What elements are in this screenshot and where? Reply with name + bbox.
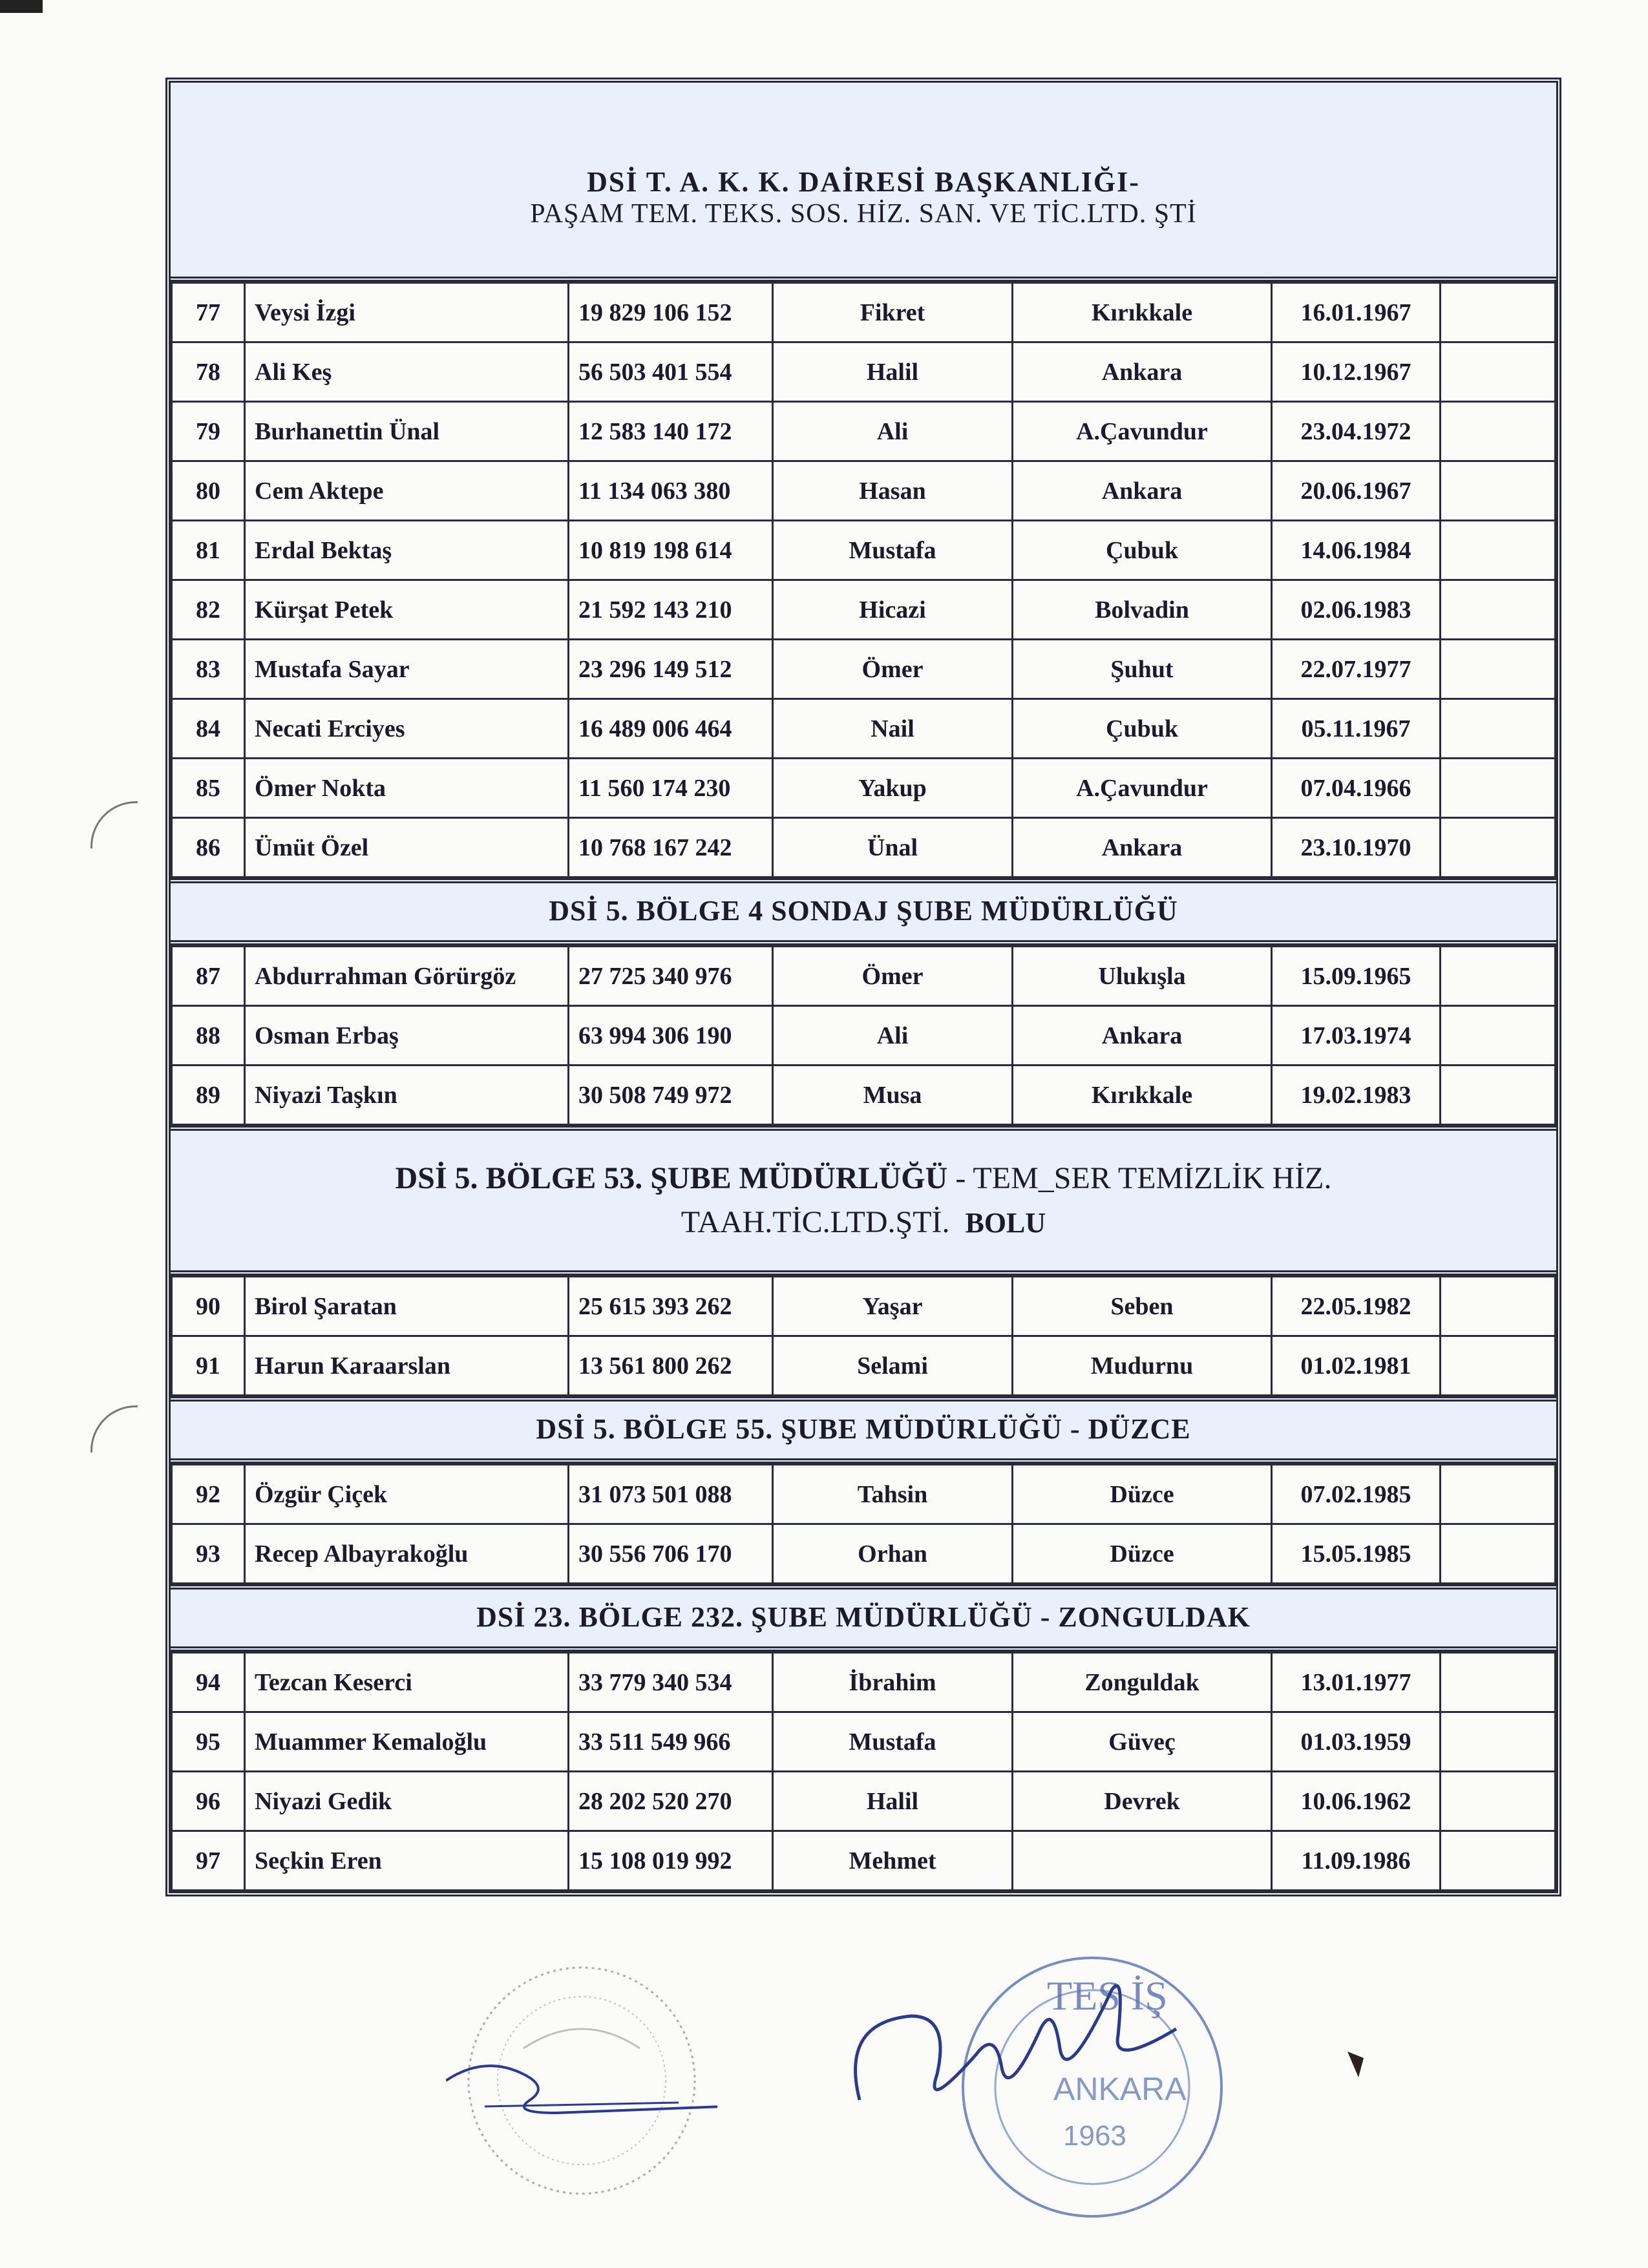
table-row [172, 283, 1556, 342]
empty-cell [1441, 461, 1556, 521]
name-cell: Ümüt Özel [245, 818, 569, 877]
empty-cell [1441, 521, 1556, 580]
father-name-cell: Ömer [773, 947, 1013, 1006]
birth-date-cell: 10.06.1962 [1272, 1772, 1441, 1831]
birth-date-cell: 13.01.1977 [1272, 1653, 1441, 1712]
birthplace-cell: Güveç [1013, 1712, 1272, 1772]
father-name-cell: Fikret [773, 283, 1013, 342]
birthplace-cell: Ankara [1013, 818, 1272, 877]
birth-date-cell: 22.05.1982 [1272, 1277, 1441, 1336]
birthplace-cell: Bolvadin [1013, 580, 1272, 640]
section4-table [171, 1464, 1556, 1584]
table-row [172, 1277, 1556, 1336]
name-cell: Veysi İzgi [245, 283, 569, 342]
birthplace-cell: Ankara [1013, 342, 1272, 402]
union-stamp-right [834, 1938, 1247, 2262]
row-number-cell: 89 [172, 1066, 245, 1125]
birth-date-cell: 23.04.1972 [1272, 402, 1441, 461]
birth-date-cell: 02.06.1983 [1272, 580, 1441, 640]
id-number-cell: 63 994 306 190 [569, 1006, 773, 1066]
table-row [172, 1831, 1556, 1891]
father-name-cell: Yakup [773, 759, 1013, 818]
empty-cell [1441, 1831, 1556, 1891]
id-number-cell: 33 779 340 534 [569, 1653, 773, 1712]
birthplace-cell: Kırıkkale [1013, 283, 1272, 342]
empty-cell [1441, 1712, 1556, 1772]
empty-cell [1441, 759, 1556, 818]
father-name-cell: Halil [773, 342, 1013, 402]
section-header-bolu [171, 1126, 1556, 1276]
empty-cell [1441, 1772, 1556, 1831]
id-number-cell: 23 296 149 512 [569, 640, 773, 699]
birthplace-cell: A.Çavundur [1013, 402, 1272, 461]
father-name-cell: Orhan [773, 1524, 1013, 1584]
stamp-city-text: ANKARA [1053, 2071, 1187, 2107]
name-cell: Cem Aktepe [245, 461, 569, 521]
row-number-cell: 77 [172, 283, 245, 342]
birth-date-cell: 16.01.1967 [1272, 283, 1441, 342]
table-row [172, 759, 1556, 818]
birthplace-cell: Çubuk [1013, 699, 1272, 759]
official-seal-left [446, 1951, 717, 2223]
table-row [172, 1772, 1556, 1831]
punch-hole-mark [90, 1405, 138, 1453]
table-row [172, 947, 1556, 1006]
empty-cell [1441, 818, 1556, 877]
father-name-cell: Tahsin [773, 1465, 1013, 1524]
table-row [172, 461, 1556, 521]
name-cell: Kürşat Petek [245, 580, 569, 640]
birthplace-cell: Seben [1013, 1277, 1272, 1336]
birthplace-cell: A.Çavundur [1013, 759, 1272, 818]
birthplace-cell [1013, 1831, 1272, 1891]
birth-date-cell: 07.02.1985 [1272, 1465, 1441, 1524]
table-row [172, 1465, 1556, 1524]
id-number-cell: 11 134 063 380 [569, 461, 773, 521]
name-cell: Birol Şaratan [245, 1277, 569, 1336]
name-cell: Necati Erciyes [245, 699, 569, 759]
id-number-cell: 13 561 800 262 [569, 1336, 773, 1396]
table-row [172, 1066, 1556, 1125]
father-name-cell: İbrahim [773, 1653, 1013, 1712]
father-name-cell: Ünal [773, 818, 1013, 877]
birth-date-cell: 01.02.1981 [1272, 1336, 1441, 1396]
name-cell: Tezcan Keserci [245, 1653, 569, 1712]
table-row [172, 521, 1556, 580]
table-row [172, 1524, 1556, 1584]
stamp-top-text: TES İŞ [1047, 1973, 1168, 2019]
stamp-year-text: 1963 [1063, 2120, 1126, 2152]
birth-date-cell: 01.03.1959 [1272, 1712, 1441, 1772]
id-number-cell: 28 202 520 270 [569, 1772, 773, 1831]
section-header-duzce: DSİ 5. BÖLGE 55. ŞUBE MÜDÜRLÜĞÜ - DÜZCE [171, 1396, 1556, 1464]
father-name-cell: Ömer [773, 640, 1013, 699]
row-number-cell: 90 [172, 1277, 245, 1336]
birth-date-cell: 05.11.1967 [1272, 699, 1441, 759]
birth-date-cell: 15.05.1985 [1272, 1524, 1441, 1584]
table-row [172, 342, 1556, 402]
section-header-main [171, 83, 1556, 282]
punch-hole-mark [90, 801, 138, 848]
father-name-cell: Mustafa [773, 521, 1013, 580]
row-number-cell: 91 [172, 1336, 245, 1396]
empty-cell [1441, 342, 1556, 402]
empty-cell [1441, 640, 1556, 699]
empty-cell [1441, 402, 1556, 461]
id-number-cell: 12 583 140 172 [569, 402, 773, 461]
empty-cell [1441, 1336, 1556, 1396]
name-cell: Osman Erbaş [245, 1006, 569, 1066]
name-cell: Ömer Nokta [245, 759, 569, 818]
header-subtitle: PAŞAM TEM. TEKS. SOS. HİZ. SAN. VE TİC.LTD. ŞTİ [530, 199, 1197, 229]
name-cell: Seçkin Eren [245, 1831, 569, 1891]
birthplace-cell: Ankara [1013, 1006, 1272, 1066]
id-number-cell: 25 615 393 262 [569, 1277, 773, 1336]
father-name-cell: Mehmet [773, 1831, 1013, 1891]
birth-date-cell: 15.09.1965 [1272, 947, 1441, 1006]
birthplace-cell: Düzce [1013, 1465, 1272, 1524]
id-number-cell: 30 508 749 972 [569, 1066, 773, 1125]
id-number-cell: 56 503 401 554 [569, 342, 773, 402]
father-name-cell: Nail [773, 699, 1013, 759]
father-name-cell: Musa [773, 1066, 1013, 1125]
personnel-list-sheet [165, 78, 1561, 1896]
id-number-cell: 21 592 143 210 [569, 580, 773, 640]
table-row [172, 818, 1556, 877]
table-row [172, 1653, 1556, 1712]
row-number-cell: 83 [172, 640, 245, 699]
birth-date-cell: 23.10.1970 [1272, 818, 1441, 877]
section-header-sondaj: DSİ 5. BÖLGE 4 SONDAJ ŞUBE MÜDÜRLÜĞÜ [171, 878, 1556, 945]
table-row [172, 640, 1556, 699]
id-number-cell: 27 725 340 976 [569, 947, 773, 1006]
id-number-cell: 30 556 706 170 [569, 1524, 773, 1584]
row-number-cell: 94 [172, 1653, 245, 1712]
name-cell: Niyazi Gedik [245, 1772, 569, 1831]
id-number-cell: 31 073 501 088 [569, 1465, 773, 1524]
birthplace-cell: Zonguldak [1013, 1653, 1272, 1712]
section3-company: TAAH.TİC.LTD.ŞTİ. [681, 1205, 950, 1239]
section3-title-bold: DSİ 5. BÖLGE 53. ŞUBE MÜDÜRLÜĞÜ [395, 1161, 948, 1195]
birth-date-cell: 19.02.1983 [1272, 1066, 1441, 1125]
row-number-cell: 97 [172, 1831, 245, 1891]
table-row [172, 580, 1556, 640]
empty-cell [1441, 947, 1556, 1006]
row-number-cell: 88 [172, 1006, 245, 1066]
birth-date-cell: 17.03.1974 [1272, 1006, 1441, 1066]
name-cell: Recep Albayrakoğlu [245, 1524, 569, 1584]
birth-date-cell: 10.12.1967 [1272, 342, 1441, 402]
birth-date-cell: 14.06.1984 [1272, 521, 1441, 580]
empty-cell [1441, 1006, 1556, 1066]
row-number-cell: 96 [172, 1772, 245, 1831]
table-row [172, 1006, 1556, 1066]
section5-table [171, 1652, 1556, 1891]
scan-corner-mark [0, 0, 43, 13]
row-number-cell: 85 [172, 759, 245, 818]
id-number-cell: 11 560 174 230 [569, 759, 773, 818]
row-number-cell: 87 [172, 947, 245, 1006]
empty-cell [1441, 1465, 1556, 1524]
father-name-cell: Selami [773, 1336, 1013, 1396]
name-cell: Harun Karaarslan [245, 1336, 569, 1396]
row-number-cell: 84 [172, 699, 245, 759]
table-row [172, 699, 1556, 759]
empty-cell [1441, 1653, 1556, 1712]
empty-cell [1441, 1277, 1556, 1336]
row-number-cell: 78 [172, 342, 245, 402]
id-number-cell: 33 511 549 966 [569, 1712, 773, 1772]
birth-date-cell: 20.06.1967 [1272, 461, 1441, 521]
father-name-cell: Ali [773, 1006, 1013, 1066]
name-cell: Burhanettin Ünal [245, 402, 569, 461]
birth-date-cell: 11.09.1986 [1272, 1831, 1441, 1891]
birthplace-cell: Mudurnu [1013, 1336, 1272, 1396]
father-name-cell: Yaşar [773, 1277, 1013, 1336]
section3-city: BOLU [965, 1207, 1046, 1239]
table-row [172, 1336, 1556, 1396]
father-name-cell: Halil [773, 1772, 1013, 1831]
birthplace-cell: Düzce [1013, 1524, 1272, 1584]
row-number-cell: 86 [172, 818, 245, 877]
section3-table [171, 1276, 1556, 1396]
id-number-cell: 10 819 198 614 [569, 521, 773, 580]
birth-date-cell: 07.04.1966 [1272, 759, 1441, 818]
empty-cell [1441, 1066, 1556, 1125]
row-number-cell: 80 [172, 461, 245, 521]
empty-cell [1441, 1524, 1556, 1584]
birth-date-cell: 22.07.1977 [1272, 640, 1441, 699]
row-number-cell: 79 [172, 402, 245, 461]
row-number-cell: 82 [172, 580, 245, 640]
table-row [172, 402, 1556, 461]
name-cell: Özgür Çiçek [245, 1465, 569, 1524]
row-number-cell: 92 [172, 1465, 245, 1524]
row-number-cell: 81 [172, 521, 245, 580]
name-cell: Abdurrahman Görürgöz [245, 947, 569, 1006]
row-number-cell: 93 [172, 1524, 245, 1584]
name-cell: Niyazi Taşkın [245, 1066, 569, 1125]
father-name-cell: Hasan [773, 461, 1013, 521]
id-number-cell: 10 768 167 242 [569, 818, 773, 877]
birthplace-cell: Devrek [1013, 1772, 1272, 1831]
section1-table [171, 282, 1556, 878]
section2-table [171, 945, 1556, 1126]
name-cell: Muammer Kemaloğlu [245, 1712, 569, 1772]
section3-title-rest: - TEM_SER TEMİZLİK HİZ. [947, 1161, 1332, 1195]
section-header-zonguldak: DSİ 23. BÖLGE 232. ŞUBE MÜDÜRLÜĞÜ - ZONGULDAK [171, 1584, 1556, 1652]
name-cell: Ali Keş [245, 342, 569, 402]
birthplace-cell: Çubuk [1013, 521, 1272, 580]
empty-cell [1441, 580, 1556, 640]
ink-mark [1344, 2048, 1370, 2081]
empty-cell [1441, 699, 1556, 759]
birthplace-cell: Ankara [1013, 461, 1272, 521]
birthplace-cell: Kırıkkale [1013, 1066, 1272, 1125]
father-name-cell: Ali [773, 402, 1013, 461]
father-name-cell: Mustafa [773, 1712, 1013, 1772]
name-cell: Erdal Bektaş [245, 521, 569, 580]
name-cell: Mustafa Sayar [245, 640, 569, 699]
birthplace-cell: Şuhut [1013, 640, 1272, 699]
empty-cell [1441, 283, 1556, 342]
father-name-cell: Hicazi [773, 580, 1013, 640]
id-number-cell: 15 108 019 992 [569, 1831, 773, 1891]
birthplace-cell: Ulukışla [1013, 947, 1272, 1006]
row-number-cell: 95 [172, 1712, 245, 1772]
id-number-cell: 19 829 106 152 [569, 283, 773, 342]
id-number-cell: 16 489 006 464 [569, 699, 773, 759]
table-row [172, 1712, 1556, 1772]
header-title: DSİ T. A. K. K. DAİRESİ BAŞKANLIĞI- [587, 166, 1140, 198]
